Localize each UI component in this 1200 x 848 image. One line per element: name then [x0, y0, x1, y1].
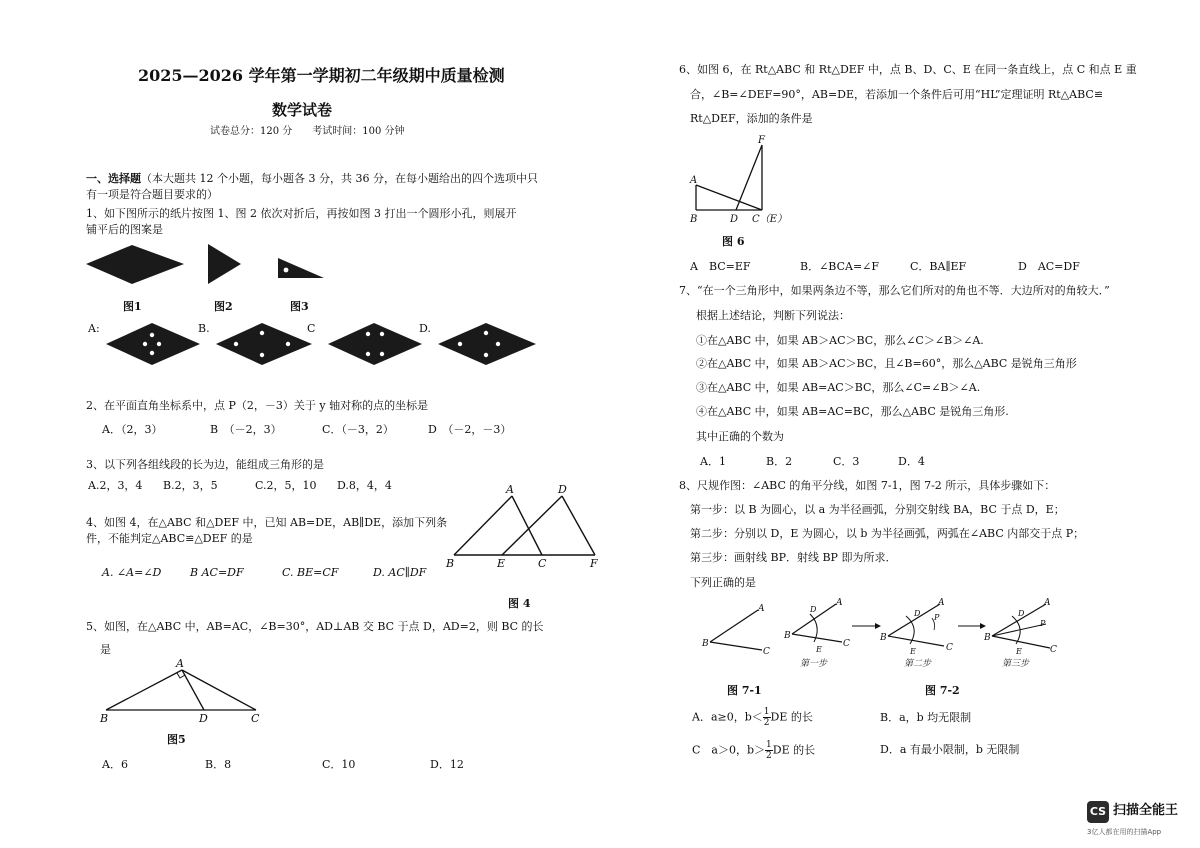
option-a-hole: [150, 351, 154, 355]
q7-stem: 7、“在一个三角形中，如果两条边不等，那么它们所对的角也不等．大边所对的角较大．”: [679, 284, 1110, 297]
q4-point-b: B: [446, 557, 455, 570]
svg-text:第二步: 第二步: [904, 659, 932, 669]
q7-option-b: B．2: [766, 455, 793, 468]
svg-text:E: E: [816, 645, 822, 654]
q4-stem-1: 4、如图 4，在△ABC 和△DEF 中，已知 AB=DE，AB∥DE，添加下列条: [86, 516, 448, 529]
q8-option-c-suffix: DE 的长: [772, 743, 816, 757]
q5-option-b: B．8: [205, 758, 232, 771]
option-a-rhombus: [106, 323, 200, 365]
q6-option-c: C．BA∥EF: [910, 260, 967, 273]
q1-option-b-label: B.: [198, 322, 210, 335]
score-time: 试卷总分：120 分 考试时间：100 分钟: [210, 126, 405, 137]
q8-option-b: B．a，b 均无限制: [880, 711, 972, 724]
option-c-hole: [380, 352, 384, 356]
svg-text:第三步: 第三步: [1002, 659, 1030, 669]
q4-point-d: D: [558, 483, 567, 496]
q5-stem: 5、如图，在△ABC 中，AB=AC，∠B=30°，AD⊥AB 交 BC 于点 D，AD=2，则 BC 的长: [86, 620, 544, 633]
option-a-hole: [150, 333, 154, 337]
q8-question: 下列正确的是: [690, 576, 756, 589]
svg-text:P: P: [1040, 619, 1046, 628]
q7-statement-4: ④在△ABC 中，如果 AB=AC=BC，那么△ABC 是锐角三角形.: [696, 405, 1009, 418]
q6-option-b: B．∠BCA=∠F: [800, 260, 880, 273]
option-d-rhombus: [438, 323, 536, 365]
svg-text:B: B: [984, 633, 991, 643]
option-c-hole: [380, 332, 384, 336]
q2-option-b: B （－2，3）: [210, 423, 282, 436]
q4-point-f: F: [590, 557, 598, 570]
option-b-hole: [260, 331, 264, 335]
svg-text:E: E: [1016, 647, 1022, 656]
q8-fig-label-2: 图 7-2: [925, 684, 960, 697]
q3-option-d: D.8，4，4: [337, 479, 392, 492]
q6-figure: [688, 135, 798, 230]
q1-fig1-label: 图1: [123, 300, 142, 313]
q1-stem-1: 1、如下图所示的纸片按图 1、图 2 依次对折后，再按如图 3 打出一个圆形小孔，则展开: [86, 207, 517, 220]
q8-fig-label-1: 图 7-1: [727, 684, 762, 697]
section-instructions-1: （本大题共 12 个小题，每小题各 3 分，共 36 分，在每小题给出的四个选项中只: [141, 172, 538, 185]
q7-statement-3: ③在△ABC 中，如果 AB=AC＞BC，那么∠C=∠B＞∠A.: [696, 381, 981, 394]
q8-step-1: 第一步：以 B 为圆心，以 a 为半径画弧，分别交射线 BA，BC 于点 D，E；: [690, 503, 1065, 516]
q6-point-d: D: [730, 214, 739, 225]
q1-option-a-label: A:: [88, 322, 100, 335]
q4-fig-label: 图 4: [508, 597, 531, 610]
q5-figure: [96, 655, 276, 730]
svg-text:E: E: [910, 647, 916, 656]
q5-point-c: C: [251, 712, 260, 725]
q8-option-a-text: A．a≥0，b＜: [692, 710, 763, 724]
svg-text:D: D: [914, 609, 921, 618]
option-c-rhombus: [328, 323, 422, 365]
svg-text:D: D: [810, 605, 817, 614]
subject-title: 数学试卷: [272, 101, 333, 119]
q5-fig-label: 图5: [167, 733, 186, 746]
q4-point-e: E: [497, 557, 506, 570]
option-b-hole: [234, 342, 238, 346]
q2-option-d: D （－2，－3）: [428, 423, 512, 436]
svg-text:B: B: [702, 639, 709, 649]
q3-option-a: A.2，3，4: [88, 479, 143, 492]
svg-text:B: B: [880, 633, 887, 643]
q8-option-c-text: C a＞0，b＞: [692, 743, 766, 757]
q4-point-a: A: [506, 483, 514, 496]
q7-statement-1: ①在△ABC 中，如果 AB＞AC＞BC，那么∠C＞∠B＞∠A.: [696, 334, 984, 347]
svg-text:C: C: [843, 639, 850, 649]
q1-stem-2: 铺平后的图案是: [86, 223, 163, 236]
option-a-hole: [143, 342, 147, 346]
fig1-rhombus: [86, 245, 184, 284]
option-c-hole: [366, 352, 370, 356]
svg-text:P: P: [934, 613, 940, 622]
scanner-brand: 扫描全能王: [1113, 803, 1179, 818]
q2-option-c: C．（－3，2）: [322, 423, 394, 436]
q4-option-d: D. AC∥DF: [373, 566, 427, 579]
q7-option-c: C．3: [833, 455, 860, 468]
option-a-hole: [157, 342, 161, 346]
q7-lead: 根据上述结论，判断下列说法：: [696, 309, 850, 322]
q4-figure: [440, 480, 610, 580]
svg-text:C: C: [946, 643, 953, 653]
q6-stem-2: 合，∠B=∠DEF=90°，AB=DE，若添加一个条件后可用“HL”定理证明 Rt△ABC≌: [690, 88, 1104, 101]
fig3-hole: [284, 268, 289, 273]
scanner-logo-icon: CS: [1087, 801, 1109, 823]
q3-option-b: B.2，3，5: [163, 479, 218, 492]
fraction-half: $\frac{1}{2}$: [766, 740, 772, 761]
q8-stem: 8、尺规作图：∠ABC 的角平分线，如图 7-1，图 7-2 所示，具体步骤如下：: [679, 479, 1056, 492]
q1-option-d-label: D.: [419, 322, 431, 335]
svg-text:C: C: [763, 647, 770, 657]
q5-point-b: B: [100, 712, 109, 725]
q5-option-d: D．12: [430, 758, 464, 771]
q8-step-3: 第三步：画射线 BP．射线 BP 即为所求．: [690, 551, 897, 564]
q4-option-c: C. BE=CF: [282, 566, 339, 579]
option-c-hole: [366, 332, 370, 336]
q6-stem-1: 6、如图 6，在 Rt△ABC 和 Rt△DEF 中，点 B、D、C、E 在同一条直线上，点 C 和点 E 重: [679, 63, 1137, 76]
exam-title: 2025—2026 学年第一学期初二年级期中质量检测: [138, 66, 505, 85]
section-heading-text: 一、选择题: [86, 172, 141, 185]
q4-point-c: C: [538, 557, 547, 570]
q5-option-a: A．6: [102, 758, 128, 771]
q2-stem: 2、在平面直角坐标系中，点 P（2，－3）关于 y 轴对称的点的坐标是: [86, 399, 429, 412]
svg-text:第一步: 第一步: [800, 659, 828, 669]
q7-statement-2: ②在△ABC 中，如果 AB＞AC＞BC，且∠B=60°，那么△ABC 是锐角三角形: [696, 357, 1077, 370]
q6-stem-3: Rt△DEF，添加的条件是: [690, 112, 813, 125]
q6-point-ce: C（E）: [752, 214, 787, 225]
fraction-half: $\frac{1}{2}$: [763, 707, 770, 728]
q6-point-b: B: [690, 214, 698, 225]
section-instructions-2: 有一项是符合题目要求的）: [86, 188, 218, 201]
q8-option-c: [692, 740, 815, 761]
q8-option-d: D．a 有最小限制，b 无限制: [880, 743, 1020, 756]
option-d-hole: [458, 342, 462, 346]
q7-question: 其中正确的个数为: [696, 430, 784, 443]
svg-text:C: C: [1050, 645, 1057, 655]
q5-point-a: A: [176, 657, 184, 670]
option-d-hole: [484, 331, 488, 335]
q1-fig3-label: 图3: [290, 300, 309, 313]
q6-option-d: D AC=DF: [1018, 260, 1080, 273]
q3-stem: 3、以下列各组线段的长为边，能组成三角形的是: [86, 458, 324, 471]
svg-text:A: A: [758, 604, 765, 614]
option-d-hole: [496, 342, 500, 346]
q4-stem-2: 件，不能判定△ABC≌△DEF 的是: [86, 532, 253, 545]
q7-option-d: D．4: [898, 455, 925, 468]
q8-option-a-suffix: DE 的长: [770, 710, 813, 724]
q8-option-a: [692, 707, 813, 728]
svg-text:A: A: [1044, 598, 1051, 608]
q4-option-a: A. ∠A=∠D: [102, 566, 162, 579]
q3-option-c: C.2，5，10: [255, 479, 317, 492]
q4-option-b: B AC=DF: [190, 566, 244, 579]
option-b-hole: [286, 342, 290, 346]
q7-option-a: A．1: [700, 455, 726, 468]
scanner-slogan: 3亿人都在用的扫描App: [1087, 828, 1162, 836]
option-d-hole: [484, 353, 488, 357]
option-b-hole: [260, 353, 264, 357]
option-b-rhombus: [216, 323, 312, 365]
svg-text:A: A: [938, 598, 945, 608]
q8-step-2: 第二步：分别以 D，E 为圆心，以 b 为半径画弧，两弧在∠ABC 内部交于点 P；: [690, 527, 1085, 540]
q6-point-f: F: [758, 135, 765, 146]
svg-text:D: D: [1018, 609, 1025, 618]
svg-text:B: B: [784, 631, 791, 641]
svg-text:A: A: [836, 598, 843, 608]
q6-fig-label: 图 6: [722, 235, 745, 248]
q1-option-figures: [100, 317, 530, 377]
q5-point-d: D: [199, 712, 208, 725]
section-heading: [86, 172, 538, 185]
q1-option-c-label: C: [307, 322, 316, 335]
q6-point-a: A: [690, 175, 698, 186]
fig2-triangle: [208, 244, 241, 284]
q6-option-a: A BC=EF: [690, 260, 751, 273]
q5-stem-2: 是: [100, 643, 111, 656]
q5-option-c: C．10: [322, 758, 356, 771]
q2-option-a: A．（2，3）: [102, 423, 163, 436]
q1-fig2-label: 图2: [214, 300, 233, 313]
q8-figures: [700, 596, 1070, 676]
